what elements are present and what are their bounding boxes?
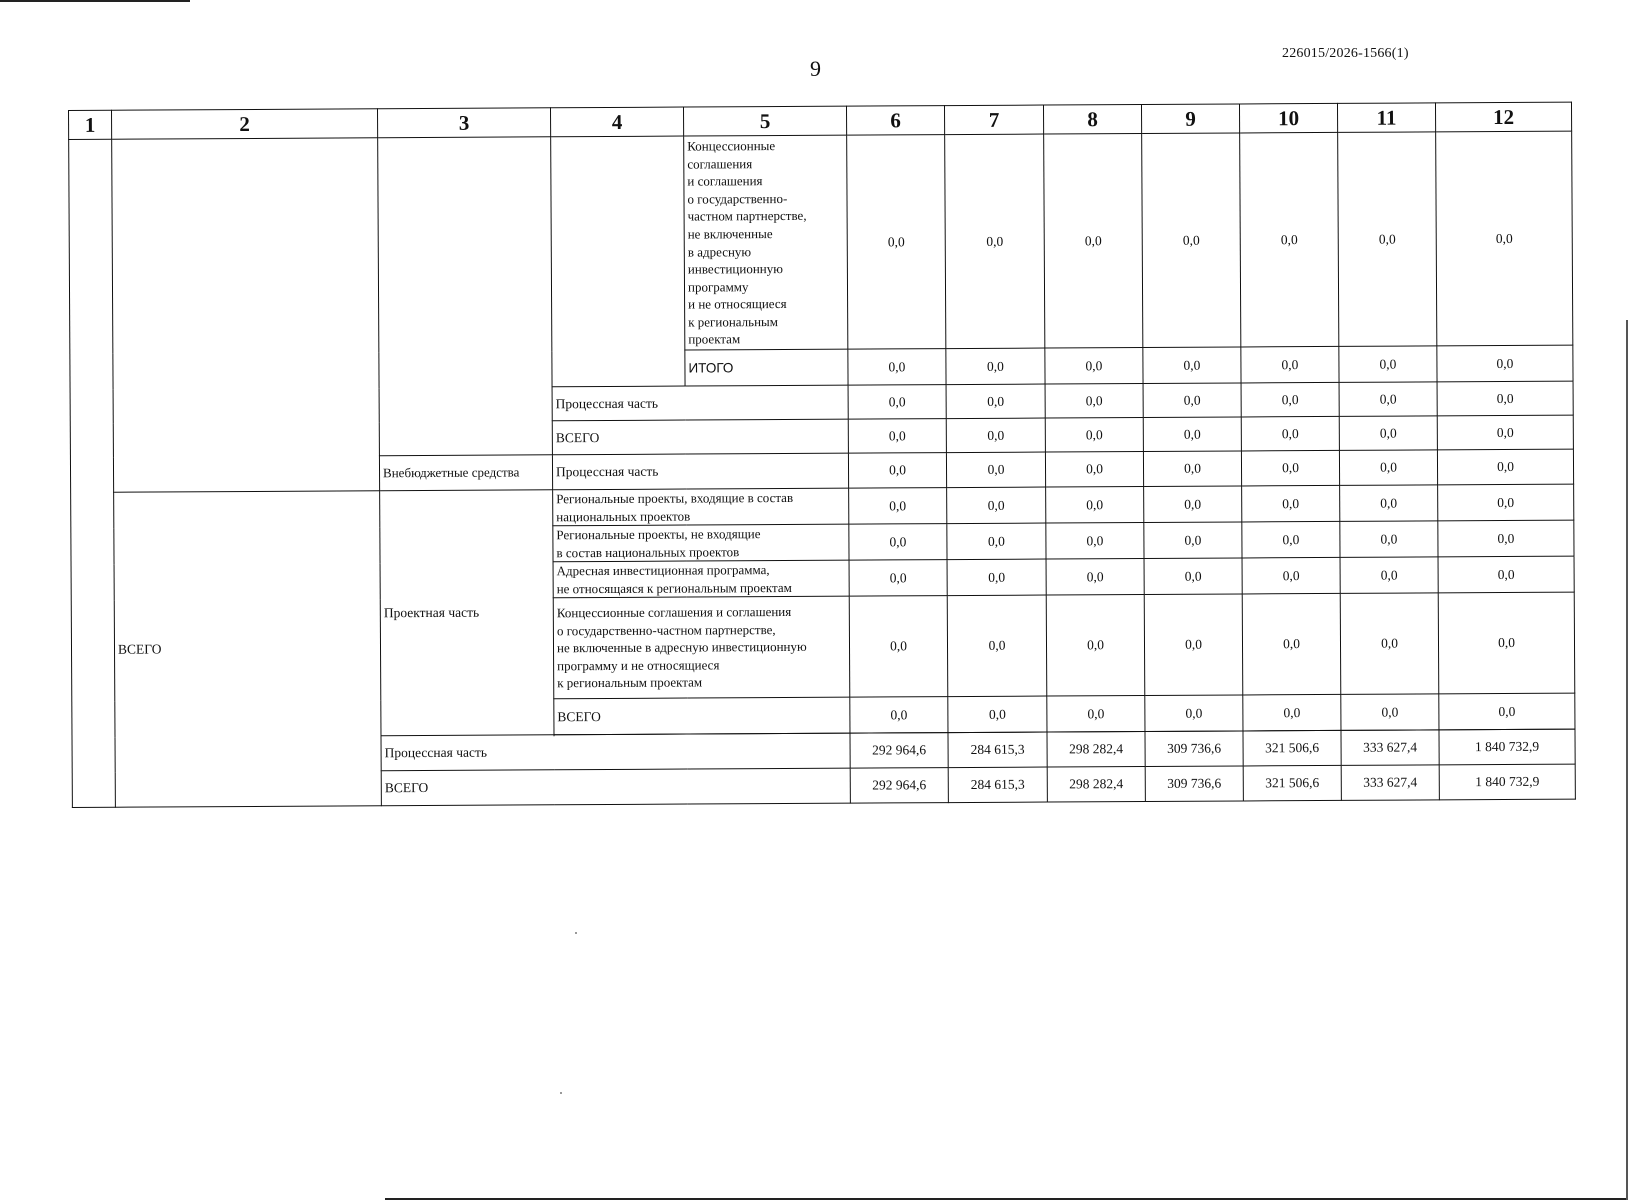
value-cell: 284 615,3	[948, 767, 1047, 803]
value-cell: 0,0	[1243, 694, 1341, 731]
value-cell: 0,0	[1338, 132, 1437, 347]
col-header: 2	[112, 109, 378, 139]
value-cell: 0,0	[1144, 522, 1242, 559]
value-cell: 0,0	[1144, 594, 1243, 696]
scan-speck	[575, 932, 577, 934]
value-cell: 0,0	[1045, 348, 1143, 385]
col-header: 3	[377, 108, 550, 138]
value-cell: 0,0	[1340, 593, 1439, 695]
value-cell: 333 627,4	[1341, 765, 1439, 801]
regional-in-label: Региональные проекты, входящие в состав национальных проектов	[553, 488, 849, 526]
value-cell: 0,0	[1046, 594, 1145, 696]
budget-table	[68, 102, 1576, 808]
col-header: 7	[944, 105, 1043, 135]
col-header: 5	[683, 106, 846, 136]
value-cell: 0,0	[1045, 451, 1143, 487]
value-cell: 0,0	[946, 348, 1045, 385]
value-cell: 0,0	[1046, 486, 1144, 523]
value-cell: 0,0	[1438, 520, 1574, 557]
itogo-label: ИТОГО	[685, 349, 848, 386]
concession-full-label: Концессионные соглашения и соглашения о государственно-частном партнерстве, не включенные в адресную инвестиционную программу и не относящиеся к региональным проектам	[553, 596, 850, 699]
col-header: 10	[1239, 103, 1337, 133]
grand-total-label: ВСЕГО	[114, 491, 382, 807]
value-cell: 292 964,6	[850, 768, 948, 804]
col4-cell	[551, 136, 685, 387]
value-cell: 298 282,4	[1047, 731, 1145, 767]
value-cell: 0,0	[1242, 485, 1340, 522]
project-total-label: ВСЕГО	[554, 697, 850, 735]
value-cell: 0,0	[1339, 450, 1437, 486]
col-header: 9	[1141, 104, 1239, 134]
value-cell: 0,0	[1340, 521, 1438, 558]
value-cell: 0,0	[1143, 417, 1241, 452]
value-cell: 0,0	[947, 523, 1046, 560]
offbudget-process-label: Процессная часть	[552, 453, 848, 490]
value-cell: 0,0	[1047, 695, 1145, 732]
address-program-label: Адресная инвестиционная программа, не относящаяся к региональным проектам	[553, 560, 849, 598]
value-cell: 0,0	[1437, 345, 1573, 382]
col-header: 1	[69, 110, 112, 139]
value-cell: 0,0	[848, 453, 946, 489]
final-process-label: Процессная часть	[381, 733, 850, 771]
value-cell: 0,0	[849, 560, 947, 597]
value-cell: 0,0	[849, 596, 948, 698]
col3-cell	[378, 137, 553, 456]
value-cell: 0,0	[1240, 132, 1339, 347]
value-cell: 0,0	[850, 697, 948, 734]
col-header: 12	[1435, 102, 1571, 132]
value-cell: 298 282,4	[1047, 766, 1145, 802]
scan-speck	[560, 1092, 562, 1094]
value-cell: 0,0	[1437, 449, 1573, 485]
value-cell: 0,0	[946, 452, 1045, 488]
value-cell: 0,0	[1340, 485, 1438, 522]
document-code: 226015/2026-1566(1)	[1282, 46, 1409, 61]
value-cell: 0,0	[1339, 382, 1437, 417]
table-row	[69, 131, 1573, 353]
process-label: Процессная часть	[552, 385, 848, 421]
col-header: 6	[846, 106, 944, 136]
value-cell: 0,0	[1241, 450, 1339, 486]
value-cell: 0,0	[1144, 486, 1242, 523]
value-cell: 0,0	[947, 559, 1046, 596]
value-cell: 0,0	[1340, 557, 1438, 594]
col1-cell	[69, 139, 116, 807]
value-cell: 309 736,6	[1145, 766, 1243, 802]
value-cell: 0,0	[1339, 346, 1437, 383]
value-cell: 0,0	[848, 349, 946, 386]
concession-label: Концессионные соглашения и соглашения о государственно- частном партнерстве, не включенные в адресную инвестиционную программу и не относящиеся к региональным проектам	[684, 135, 848, 350]
value-cell: 321 506,6	[1243, 730, 1341, 766]
value-cell: 0,0	[1242, 521, 1340, 558]
value-cell: 0,0	[945, 134, 1045, 349]
regional-out-label: Региональные проекты, не входящие в состав национальных проектов	[553, 524, 849, 562]
value-cell: 0,0	[946, 384, 1045, 419]
value-cell: 333 627,4	[1341, 730, 1439, 766]
value-cell: 0,0	[849, 488, 947, 525]
value-cell: 0,0	[1142, 133, 1241, 348]
value-cell: 0,0	[946, 418, 1045, 453]
value-cell: 0,0	[1143, 451, 1241, 487]
value-cell: 0,0	[1145, 695, 1243, 732]
final-total-label: ВСЕГО	[381, 768, 850, 806]
value-cell: 0,0	[1241, 416, 1339, 451]
value-cell: 0,0	[948, 696, 1047, 733]
value-cell: 0,0	[1241, 346, 1339, 383]
value-cell: 321 506,6	[1243, 765, 1341, 801]
scan-edge-top	[0, 0, 190, 2]
value-cell: 0,0	[1438, 556, 1574, 593]
value-cell: 0,0	[847, 135, 946, 350]
value-cell: 284 615,3	[948, 732, 1047, 768]
value-cell: 0,0	[1341, 694, 1439, 731]
value-cell: 0,0	[947, 487, 1046, 524]
value-cell: 0,0	[1144, 558, 1242, 595]
col-header: 8	[1043, 105, 1141, 135]
col-header: 11	[1337, 103, 1435, 133]
value-cell: 0,0	[1437, 415, 1573, 450]
value-cell: 0,0	[1436, 131, 1573, 346]
value-cell: 0,0	[1046, 522, 1144, 559]
value-cell: 0,0	[1437, 381, 1573, 416]
value-cell: 0,0	[1045, 384, 1143, 419]
value-cell: 0,0	[1242, 593, 1341, 695]
value-cell: 0,0	[1241, 382, 1339, 417]
value-cell: 0,0	[1339, 416, 1437, 451]
value-cell: 0,0	[1438, 592, 1575, 694]
value-cell: 0,0	[848, 419, 946, 454]
col-header: 4	[550, 107, 683, 137]
value-cell: 0,0	[1045, 417, 1143, 452]
page-number: 9	[810, 56, 821, 81]
value-cell: 292 964,6	[850, 733, 948, 769]
value-cell: 0,0	[1438, 484, 1574, 521]
offbudget-label: Внебюджетные средства	[379, 455, 552, 491]
value-cell: 0,0	[1242, 557, 1340, 594]
value-cell: 309 736,6	[1145, 731, 1243, 767]
value-cell: 0,0	[947, 595, 1047, 697]
value-cell: 1 840 732,9	[1439, 729, 1575, 765]
total-label: ВСЕГО	[552, 419, 848, 455]
value-cell: 1 840 732,9	[1439, 764, 1575, 800]
value-cell: 0,0	[1439, 693, 1575, 730]
value-cell: 0,0	[848, 385, 946, 420]
value-cell: 0,0	[1143, 347, 1241, 384]
col2-cell	[112, 138, 380, 492]
value-cell: 0,0	[1046, 558, 1144, 595]
value-cell: 0,0	[1044, 134, 1143, 349]
project-part-label: Проектная часть	[380, 490, 554, 736]
value-cell: 0,0	[1143, 383, 1241, 418]
value-cell: 0,0	[849, 524, 947, 561]
